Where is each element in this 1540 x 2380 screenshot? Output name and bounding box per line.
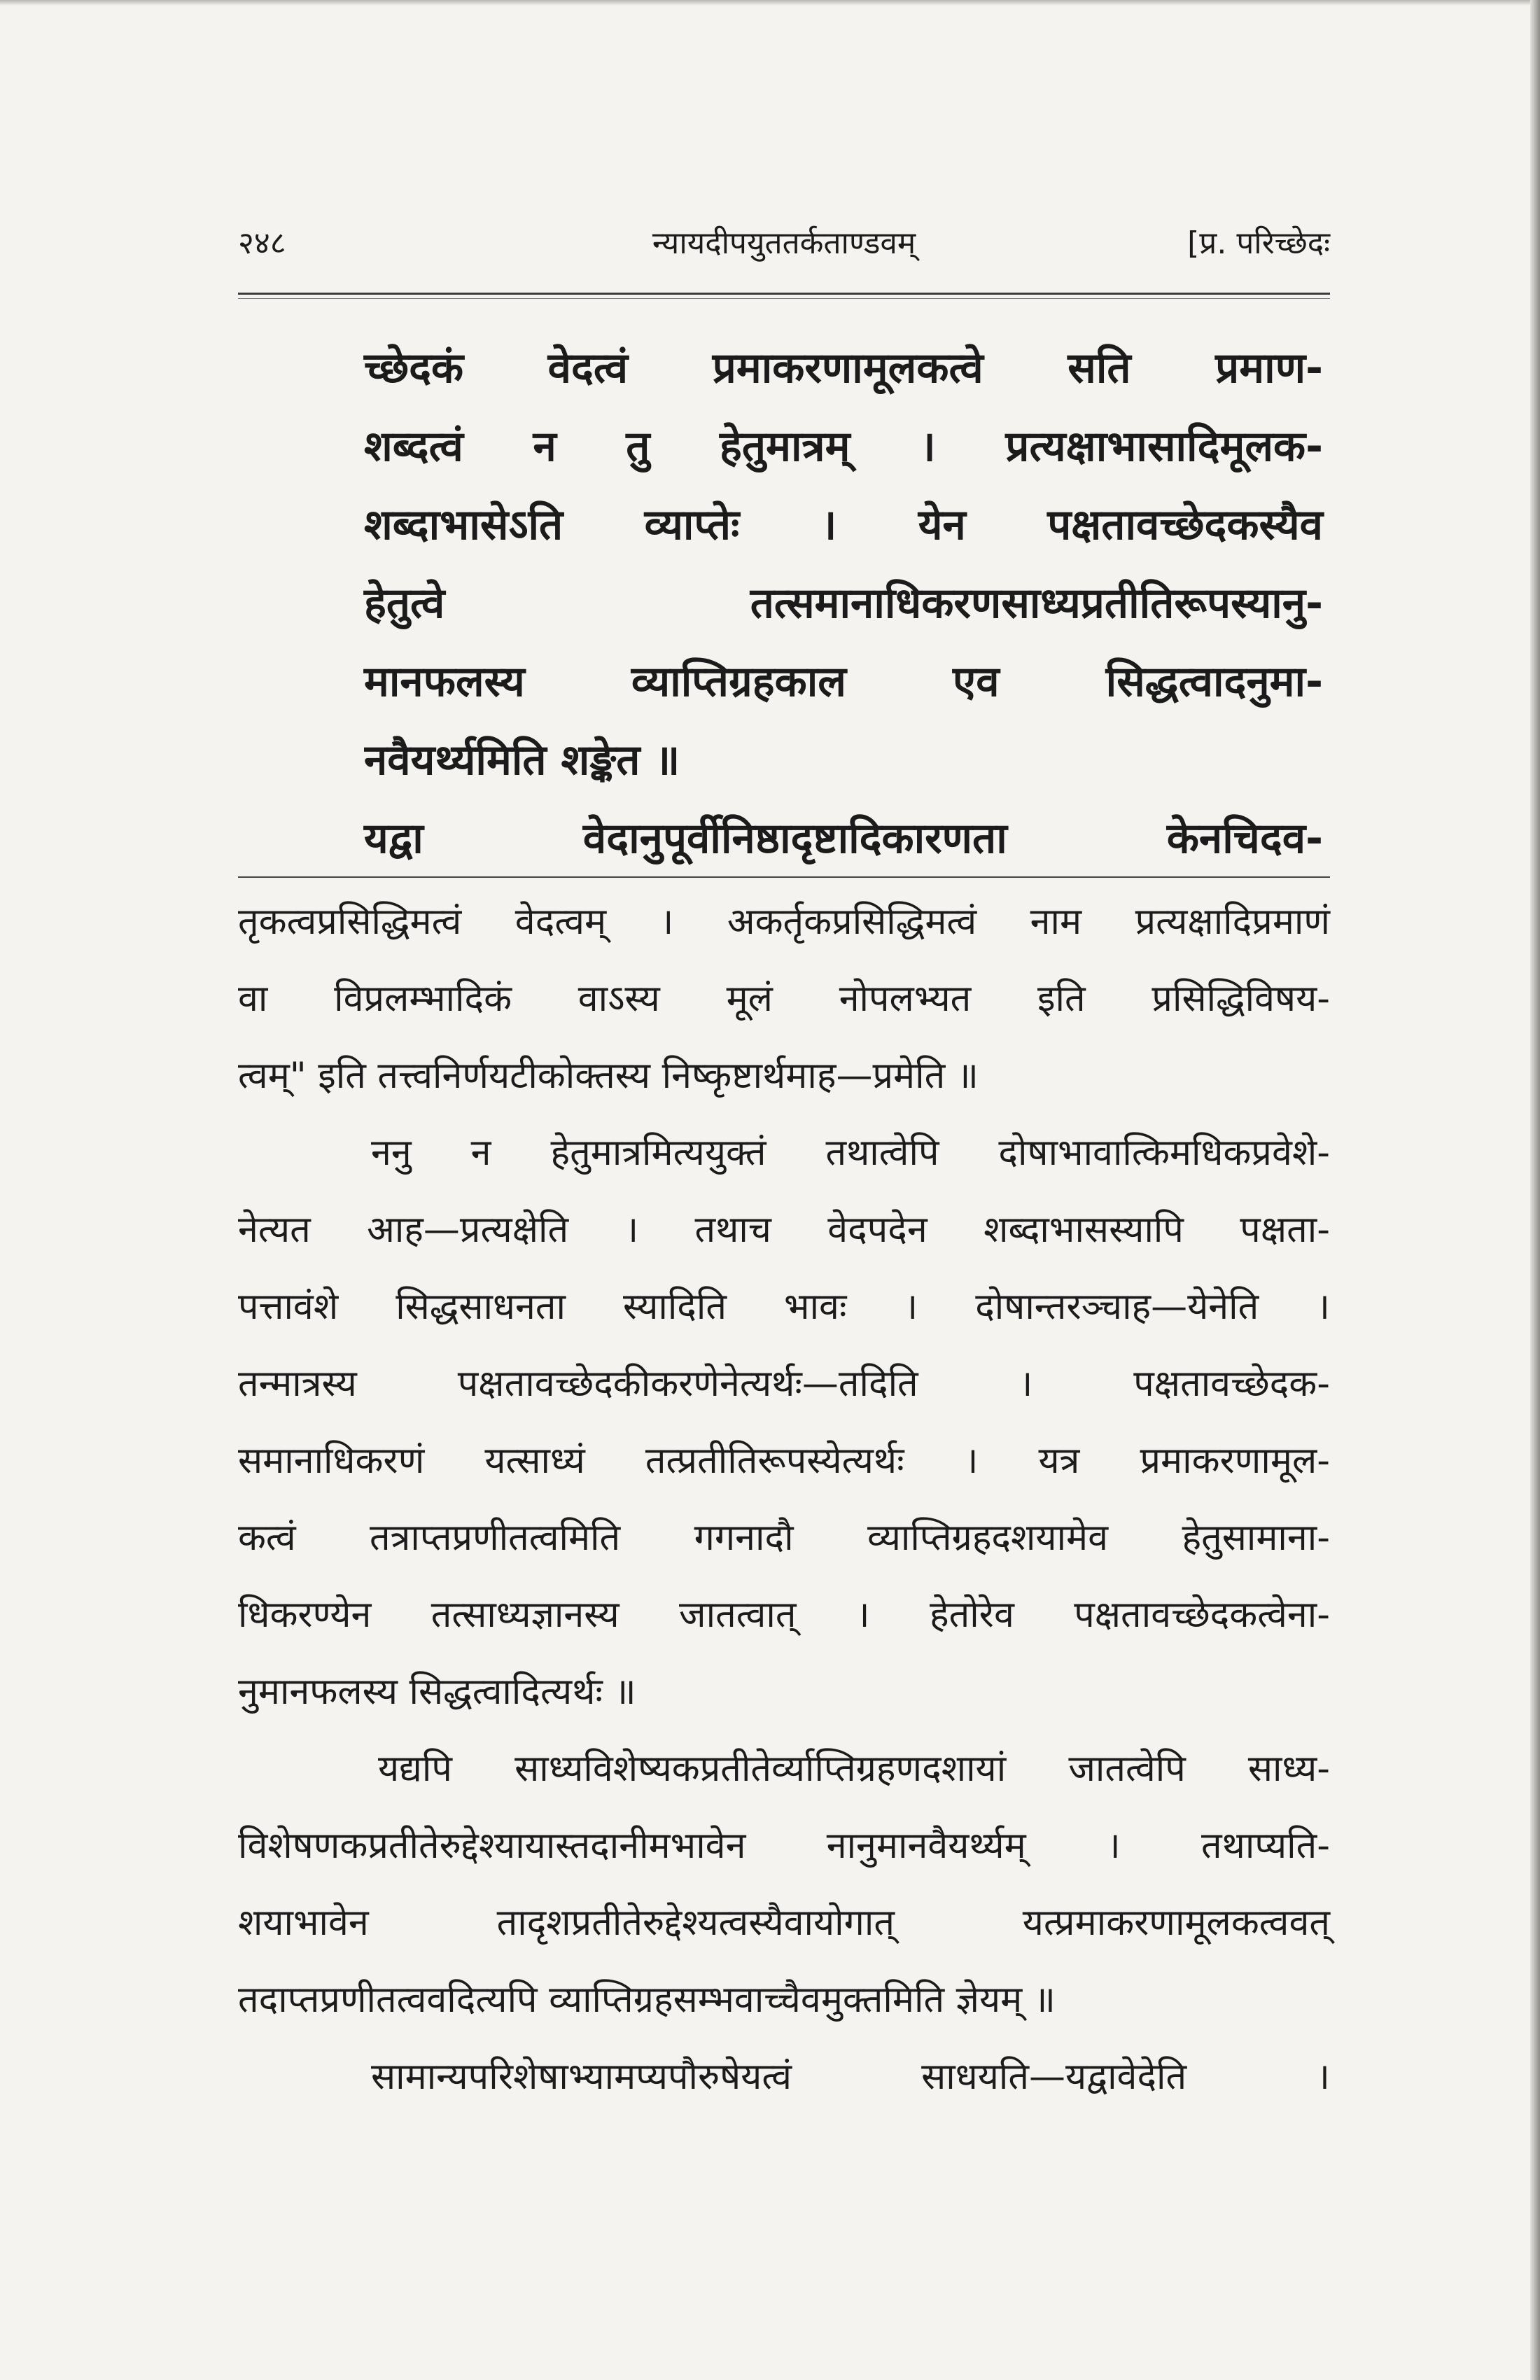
main-line-3: शब्दाभासेऽति व्याप्तेः । येन पक्षतावच्छेदकस्यैव	[364, 500, 1323, 550]
commentary-line-8: समानाधिकरणं यत्साध्यं तत्प्रतीतिरूपस्येत्यर्थः । यत्र प्रमाकरणामूल-	[238, 1440, 1330, 1482]
commentary-line-16: सामान्यपरिशेषाभ्यामप्यपौरुषेयत्वं साधयति—यद्वावेदेति ।	[371, 2056, 1330, 2098]
commentary-line-12: यद्यपि साध्यविशेष्यकप्रतीतेर्व्याप्तिग्रहणदशायां जातत्वेपि साध्य-	[378, 1748, 1330, 1790]
main-line-7: यद्वा वेदानुपूर्वीनिष्ठादृष्टादिकारणता केनचिदव-	[364, 814, 1323, 863]
main-line-5: मानफलस्य व्याप्तिग्रहकाल एव सिद्धत्वादनुमा-	[364, 657, 1323, 706]
commentary-line-13: विशेषणकप्रतीतेरुद्देश्यायास्तदानीमभावेन नानुमानवैयर्थ्यम् । तथाप्यति-	[238, 1825, 1330, 1867]
commentary-line-14: शयाभावेन तादृशप्रतीतेरुद्देश्यत्वस्यैवायोगात् यत्प्रमाकरणामूलकत्ववत्	[238, 1902, 1330, 1944]
section-label: [प्र. परिच्छेदः	[1187, 225, 1330, 261]
commentary-line-5: नेत्यत आह—प्रत्यक्षेति । तथाच वेदपदेन शब्दाभासस्यापि पक्षता-	[238, 1209, 1330, 1251]
commentary-line-1: तृकत्वप्रसिद्धिमत्वं वेदत्वम् । अकर्तृकप्रसिद्धिमत्वं नाम प्रत्यक्षादिप्रमाणं	[238, 901, 1330, 943]
commentary-line-3: त्वम्" इति तत्त्वनिर्णयटीकोक्तस्य निष्कृष्टार्थमाह—प्रमेति ॥	[238, 1055, 979, 1097]
main-text	[364, 329, 1323, 878]
commentary-line-10: धिकरण्येन तत्साध्यज्ञानस्य जातत्वात् । हेतोरेव पक्षतावच्छेदकत्वेना-	[238, 1594, 1330, 1636]
running-header	[238, 214, 1330, 270]
page-right-edge	[1530, 0, 1540, 2380]
text-commentary-divider	[238, 876, 1330, 878]
main-line-6: नवैयर्थ्यमिति शङ्केत ॥	[364, 736, 680, 785]
main-line-4: हेतुत्वे तत्समानाधिकरणसाध्यप्रतीतिरूपस्यानु-	[364, 579, 1323, 628]
commentary-line-7: तन्मात्रस्य पक्षतावच्छेदकीकरणेनेत्यर्थः—तदिति । पक्षतावच्छेदक-	[238, 1363, 1330, 1405]
page-top-edge	[0, 0, 1540, 6]
main-line-1: च्छेदकं वेदत्वं प्रमाकरणामूलकत्वे सति प्रमाण-	[364, 344, 1323, 393]
running-title: न्यायदीपयुततर्कताण्डवम्	[652, 225, 916, 261]
commentary-line-15: तदाप्तप्रणीतत्ववदित्यपि व्याप्तिग्रहसम्भवाच्चैवमुक्तमिति ज्ञेयम् ॥	[238, 1979, 1056, 2021]
commentary-line-6: पत्तावंशे सिद्धसाधनता स्यादिति भावः । दोषान्तरञ्चाह—येनेति ।	[238, 1286, 1330, 1328]
commentary-line-9: कत्वं तत्राप्तप्रणीतत्वमिति गगनादौ व्याप्तिग्रहदशयामेव हेतुसामाना-	[238, 1517, 1330, 1559]
commentary-line-4: ननु न हेतुमात्रमित्ययुक्तं तथात्वेपि दोषाभावात्किमधिकप्रवेशे-	[371, 1132, 1330, 1174]
main-line-2: शब्दत्वं न तु हेतुमात्रम् । प्रत्यक्षाभासादिमूलक-	[364, 422, 1323, 471]
commentary-text	[238, 883, 1330, 2115]
page-number: २४८	[238, 225, 286, 261]
header-rule	[238, 293, 1330, 295]
commentary-line-2: वा विप्रलम्भादिकं वाऽस्य मूलं नोपलभ्यत इति प्रसिद्धिविषय-	[238, 978, 1330, 1020]
header-rule-thin	[238, 298, 1330, 299]
commentary-line-11: नुमानफलस्य सिद्धत्वादित्यर्थः ॥	[238, 1671, 636, 1713]
